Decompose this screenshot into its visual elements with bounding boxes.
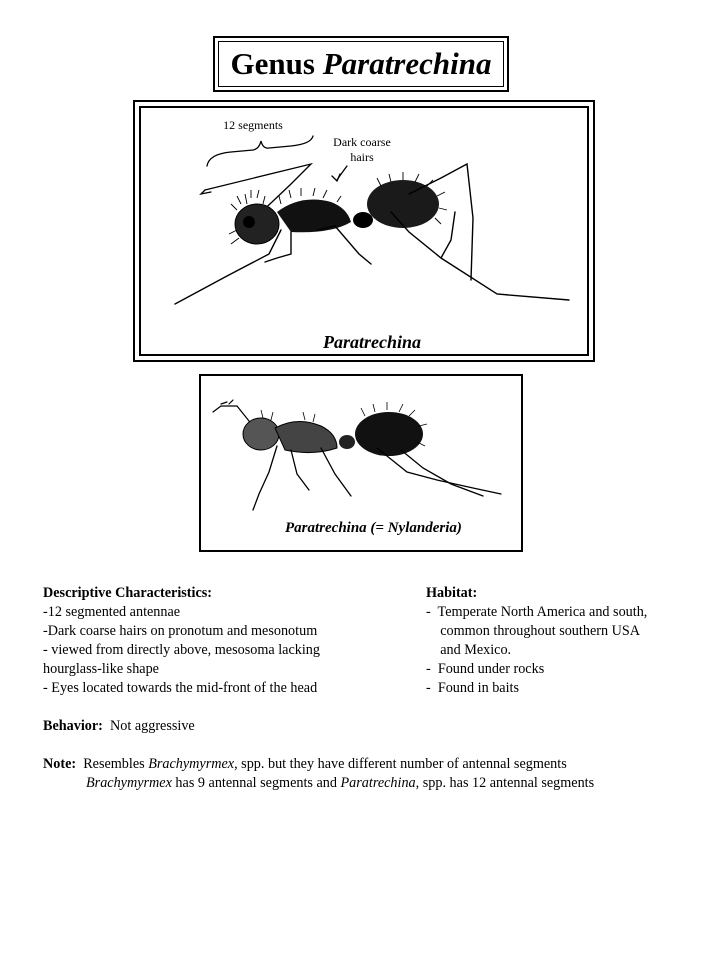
descriptive-item: - Eyes located towards the mid-front of the head [43, 680, 318, 696]
descriptive-item: - viewed from directly above, mesosoma lacking [43, 642, 320, 658]
behavior-value: Not aggressive [110, 718, 195, 734]
segments-annotation: 12 segments [223, 118, 283, 132]
ant-gaster-2 [355, 412, 423, 456]
habitat-item: - Found in baits [426, 680, 520, 696]
note-line-1: Note: Resembles Brachymyrmex, spp. but they have different number of antennal segments [43, 756, 567, 772]
ant-head [235, 204, 279, 244]
habitat-item: and Mexico. [426, 642, 512, 658]
ant-petiole-2 [339, 435, 355, 449]
habitat-item: common throughout southern USA [426, 623, 640, 639]
figure-2-label-part1: Paratrechina (= [285, 520, 384, 536]
descriptive-item: -Dark coarse hairs on pronotum and mesonotum [43, 623, 318, 639]
hairs-annotation-line2: hairs [350, 150, 374, 164]
title-box [213, 36, 509, 92]
brachymyrmex-name: Brachymyrmex [148, 756, 235, 772]
descriptive-item: hourglass-like shape [43, 661, 159, 677]
ant-gaster [367, 180, 439, 228]
behavior-line [43, 717, 195, 737]
hairs-annotation-line1: Dark coarse [333, 135, 391, 149]
hairs-arrowhead [332, 174, 340, 181]
ant-mesosoma-2 [275, 421, 337, 452]
antenna-2 [213, 406, 253, 426]
leg-front-2 [253, 446, 277, 510]
leg-hind-2b [401, 450, 483, 496]
figure-2 [199, 374, 523, 552]
figure-1-label: Paratrechina [323, 332, 422, 352]
ant-eye [243, 216, 255, 228]
note-line-2: Brachymyrmex has 9 antennal segments and Paratrechina, spp. has 12 antennal segments [86, 775, 595, 791]
figure-2-label-part2: Nylanderia) [387, 520, 462, 536]
title-genus: Paratrechina [322, 46, 492, 81]
habitat-heading: Habitat: [426, 585, 478, 601]
note-label: Note: [43, 756, 77, 772]
leg-mid-2 [321, 448, 351, 496]
page-title [218, 41, 504, 87]
figure-2-label [285, 520, 462, 536]
title-prefix: Genus [230, 46, 315, 81]
descriptive-item: -12 segmented antennae [43, 604, 181, 620]
ant-head-2 [243, 418, 279, 450]
habitat-item: - Found under rocks [426, 661, 545, 677]
behavior-label: Behavior: [43, 718, 103, 734]
ant-mesosoma [277, 200, 351, 233]
descriptive-heading: Descriptive Characteristics: [43, 585, 213, 601]
habitat-item: - Temperate North America and south, [426, 604, 648, 620]
segments-brace [207, 136, 313, 166]
leg-mid [317, 226, 371, 264]
ant-drawing-2 [201, 376, 521, 550]
ant-petiole [353, 212, 373, 228]
